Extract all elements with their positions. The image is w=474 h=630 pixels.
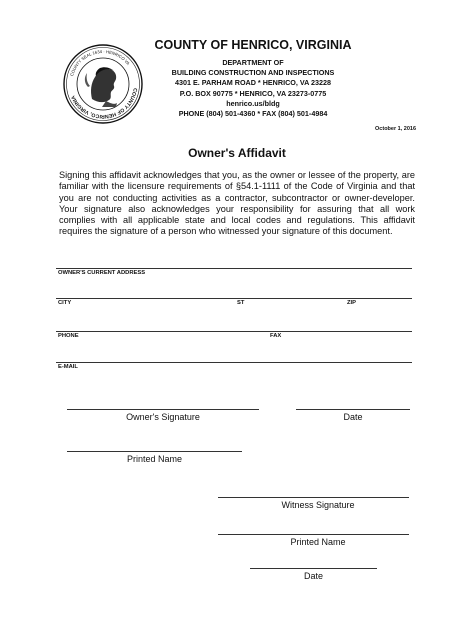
witness-signature-label: Witness Signature xyxy=(281,500,355,510)
po-box-address: P.O. BOX 90775 * HENRICO, VA 23273-0775 xyxy=(179,88,327,98)
witness-date-label: Date xyxy=(303,571,323,581)
email-line[interactable] xyxy=(56,362,412,363)
seal-top-text: COUNTY SEAL 1634 · HENRICO VA xyxy=(69,48,131,77)
street-address: 4301 E. PARHAM ROAD * HENRICO, VA 23228 xyxy=(174,78,332,88)
phone-label: PHONE xyxy=(58,333,79,339)
owner-date-label: Date xyxy=(343,412,363,422)
website: henrico.us/bldg xyxy=(226,98,280,108)
printed-name-label: Printed Name xyxy=(126,454,183,464)
department-line1: DEPARTMENT OF xyxy=(222,58,284,67)
department-line2: BUILDING CONSTRUCTION AND INSPECTIONS xyxy=(171,68,335,78)
county-seal xyxy=(62,43,144,125)
owner-signature-label: Owner's Signature xyxy=(126,412,200,422)
fax-label: FAX xyxy=(270,333,282,339)
witness-signature-line[interactable] xyxy=(218,497,409,498)
witness-date-line[interactable] xyxy=(250,568,377,569)
city-label: CITY xyxy=(58,300,72,306)
city-state-zip-line[interactable] xyxy=(56,298,412,299)
printed-name-line[interactable] xyxy=(67,451,242,452)
state-label: ST xyxy=(237,300,245,306)
form-date: October 1, 2016 xyxy=(375,126,416,132)
witness-printed-name-line[interactable] xyxy=(218,534,409,535)
address-line[interactable] xyxy=(56,268,412,269)
department-block xyxy=(148,58,358,119)
seal-icon xyxy=(62,43,144,125)
zip-label: ZIP xyxy=(347,300,357,306)
phone-fax-line[interactable] xyxy=(56,331,412,332)
phone-fax: PHONE (804) 501-4360 * FAX (804) 501-4984 xyxy=(178,109,328,119)
email-label: E-MAIL xyxy=(58,364,78,370)
page-title: Owner's Affidavit xyxy=(188,146,286,160)
seal-ring-text: COUNTY OF HENRICO, VIRGINIA xyxy=(70,87,138,120)
address-label: OWNER'S CURRENT ADDRESS xyxy=(58,270,146,276)
affidavit-text: Signing this affidavit acknowledges that you, as the owner or lessee of the property, are familiar with the licensure requirements of §54.1-1111 of the Code of Virginia and that you are not conducting activities as a contractor, subcontractor or owner-developer. Your signature also acknowledges your responsibility for assuring that all work complies with all applicable state and local codes and regulations. This affidavit requires the signature of a person who witnessed your signature of this document. xyxy=(59,170,415,237)
witness-printed-name-label: Printed Name xyxy=(290,537,346,547)
owner-date-line[interactable] xyxy=(296,409,410,410)
county-title: COUNTY OF HENRICO, VIRGINIA xyxy=(154,38,352,52)
owner-signature-line[interactable] xyxy=(67,409,259,410)
